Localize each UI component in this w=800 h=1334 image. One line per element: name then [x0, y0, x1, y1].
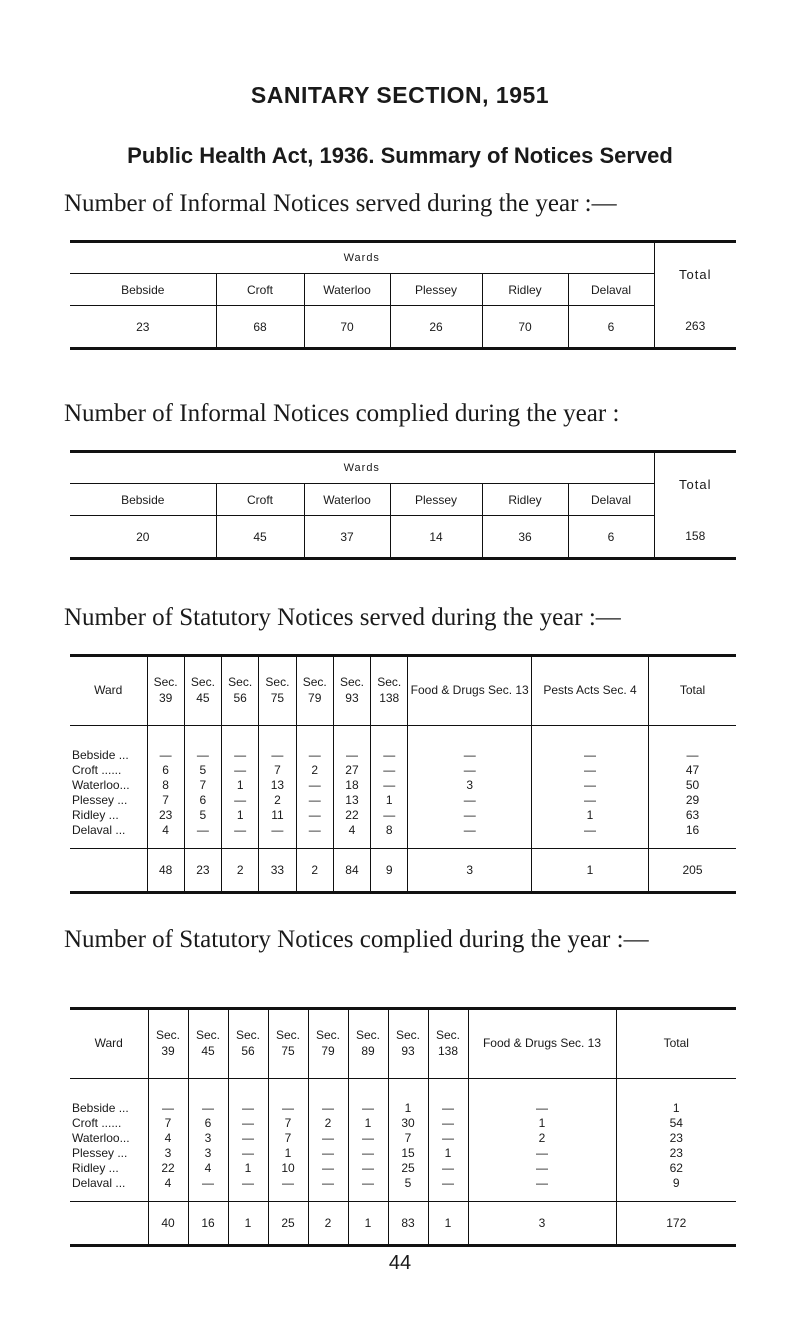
table-row [70, 823, 736, 849]
table-row [70, 778, 736, 793]
cell-value: 6 [188, 1116, 228, 1131]
cell-total: 172 [616, 1202, 736, 1246]
cell-value: 23 [147, 808, 184, 823]
table-row [70, 763, 736, 778]
cell-value: 2 [259, 793, 296, 808]
column-header: Sec. 79 [296, 656, 333, 726]
cell-value: — [296, 778, 333, 793]
cell-value: — [259, 726, 296, 764]
cell-value: 14 [390, 516, 482, 559]
column-header: Sec. 138 [371, 656, 408, 726]
cell-value: — [348, 1146, 388, 1161]
cell-value: — [428, 1116, 468, 1131]
cell-value: 7 [388, 1131, 428, 1146]
table-row [70, 306, 736, 349]
ward-cell: Waterloo... [72, 1131, 130, 1145]
cell-total: 16 [188, 1202, 228, 1246]
cell-total: 84 [333, 849, 370, 893]
totals-row [70, 1202, 736, 1246]
column-header: Sec. 45 [188, 1009, 228, 1079]
column-header: Sec. 89 [348, 1009, 388, 1079]
total-header: Total [654, 242, 736, 306]
cell-value: 47 [648, 763, 736, 778]
cell-value: — [408, 793, 532, 808]
cell-value: 5 [388, 1176, 428, 1202]
cell-value: — [228, 1131, 268, 1146]
wards-header: Wards [70, 452, 654, 484]
cell-value: — [228, 1079, 268, 1117]
cell-value: — [532, 778, 649, 793]
cell-value: — [228, 1116, 268, 1131]
page-title: SANITARY SECTION, 1951 [250, 82, 550, 108]
cell-value: 3 [188, 1146, 228, 1161]
cell-value: — [268, 1176, 308, 1202]
cell-value: — [308, 1079, 348, 1117]
cell-value: — [147, 726, 184, 764]
cell-value: 7 [268, 1116, 308, 1131]
cell-value: 30 [388, 1116, 428, 1131]
column-header: Food & Drugs Sec. 13 [408, 656, 532, 726]
ward-name: Delaval [568, 274, 654, 306]
cell-value: 1 [616, 1079, 736, 1117]
cell-value: 18 [333, 778, 370, 793]
statutory-complied-heading: Number of Statutory Notices complied during the year :— [64, 926, 649, 953]
ward-name: Waterloo [304, 274, 390, 306]
cell-value: 8 [147, 778, 184, 793]
cell-total: 9 [371, 849, 408, 893]
cell-value: — [296, 726, 333, 764]
cell-total: 1 [348, 1202, 388, 1246]
cell-value: 7 [148, 1116, 188, 1131]
cell-value: 1 [468, 1116, 616, 1131]
table-row [70, 1131, 736, 1146]
column-header: Sec. 75 [259, 656, 296, 726]
cell-value: 70 [482, 306, 568, 349]
cell-value: — [348, 1161, 388, 1176]
cell-value: 1 [348, 1116, 388, 1131]
cell-total: 3 [468, 1202, 616, 1246]
column-header: Total [648, 656, 736, 726]
informal-served-heading: Number of Informal Notices served during the year :— [64, 190, 617, 217]
ward-cell: Ridley ... [72, 1161, 119, 1175]
cell-value: 1 [228, 1161, 268, 1176]
ward-name: Ridley [482, 274, 568, 306]
cell-value: — [428, 1176, 468, 1202]
cell-value: 7 [147, 793, 184, 808]
cell-value: — [296, 823, 333, 849]
ward-cell: Ridley ... [72, 808, 119, 822]
ward-cell: Bebside ... [72, 1101, 129, 1115]
cell-value: 37 [304, 516, 390, 559]
cell-value: — [532, 823, 649, 849]
cell-value: 1 [371, 793, 408, 808]
cell-value: 2 [296, 763, 333, 778]
cell-value: 1 [532, 808, 649, 823]
table-row [70, 1116, 736, 1131]
informal-served-table [70, 240, 736, 350]
cell-value: 6 [568, 306, 654, 349]
cell-value: 8 [371, 823, 408, 849]
cell-value: — [268, 1079, 308, 1117]
cell-value: — [532, 726, 649, 764]
cell-value: — [371, 778, 408, 793]
cell-value: — [148, 1079, 188, 1117]
cell-value: — [648, 726, 736, 764]
cell-value: — [408, 808, 532, 823]
informal-complied-heading: Number of Informal Notices complied during the year : [64, 400, 620, 427]
cell-value: — [296, 793, 333, 808]
column-header: Sec. 56 [222, 656, 259, 726]
cell-value: 63 [648, 808, 736, 823]
cell-total: 205 [648, 849, 736, 893]
column-header: Sec. 93 [333, 656, 370, 726]
totals-row [70, 849, 736, 893]
cell-value: — [468, 1176, 616, 1202]
cell-value: 7 [184, 778, 221, 793]
cell-value: 3 [188, 1131, 228, 1146]
column-header: Sec. 56 [228, 1009, 268, 1079]
column-header: Food & Drugs Sec. 13 [468, 1009, 616, 1079]
cell-value: 54 [616, 1116, 736, 1131]
cell-value: 4 [148, 1176, 188, 1202]
cell-value: 2 [308, 1116, 348, 1131]
ward-cell: Plessey ... [72, 1146, 128, 1160]
cell-value: 2 [468, 1131, 616, 1146]
cell-value: — [222, 726, 259, 764]
cell-value: 5 [184, 763, 221, 778]
cell-total: 158 [654, 516, 736, 559]
cell-value: — [259, 823, 296, 849]
cell-value: 15 [388, 1146, 428, 1161]
cell-value: — [222, 823, 259, 849]
cell-value: 4 [148, 1131, 188, 1146]
cell-value: — [428, 1079, 468, 1117]
cell-value: — [184, 823, 221, 849]
table-row [70, 1146, 736, 1161]
cell-value: 20 [136, 529, 150, 544]
cell-value: 7 [259, 763, 296, 778]
ward-name: Bebside [70, 484, 216, 516]
cell-value: 36 [482, 516, 568, 559]
cell-value: — [188, 1079, 228, 1117]
cell-value: 1 [222, 808, 259, 823]
column-header: Sec. 45 [184, 656, 221, 726]
cell-value: — [408, 763, 532, 778]
cell-total: 48 [147, 849, 184, 893]
page-subtitle: Public Health Act, 1936. Summary of Notices Served [127, 143, 673, 168]
cell-value: 1 [428, 1146, 468, 1161]
cell-value: 1 [222, 778, 259, 793]
cell-value: — [222, 763, 259, 778]
column-header: Sec. 39 [147, 656, 184, 726]
cell-value: 22 [333, 808, 370, 823]
cell-value: 11 [259, 808, 296, 823]
cell-value: 25 [388, 1161, 428, 1176]
column-header: Sec. 79 [308, 1009, 348, 1079]
cell-value: — [184, 726, 221, 764]
cell-value: — [532, 763, 649, 778]
cell-total: 25 [268, 1202, 308, 1246]
ward-name: Waterloo [304, 484, 390, 516]
table-row [70, 1176, 736, 1202]
cell-value: 23 [616, 1131, 736, 1146]
cell-value: 27 [333, 763, 370, 778]
cell-value: 1 [268, 1146, 308, 1161]
cell-value: 6 [184, 793, 221, 808]
cell-value: 1 [388, 1079, 428, 1117]
cell-value: 26 [390, 306, 482, 349]
cell-value: — [308, 1131, 348, 1146]
cell-value: — [408, 726, 532, 764]
table-row [70, 1161, 736, 1176]
ward-name: Bebside [70, 274, 216, 306]
cell-value: — [468, 1161, 616, 1176]
ward-name: Croft [216, 274, 304, 306]
cell-total: 2 [296, 849, 333, 893]
cell-total: 1 [532, 849, 649, 893]
cell-value: 22 [148, 1161, 188, 1176]
table-row [70, 1079, 736, 1117]
total-header: Total [654, 452, 736, 516]
cell-value: — [348, 1131, 388, 1146]
cell-value: — [348, 1176, 388, 1202]
cell-value: — [222, 793, 259, 808]
cell-total: 1 [228, 1202, 268, 1246]
ward-header: Ward [70, 656, 147, 726]
cell-value: — [428, 1161, 468, 1176]
ward-name: Croft [216, 484, 304, 516]
column-header: Total [616, 1009, 736, 1079]
cell-value: — [371, 726, 408, 764]
cell-value: 10 [268, 1161, 308, 1176]
cell-total: 3 [408, 849, 532, 893]
cell-value: — [296, 808, 333, 823]
column-header: Sec. 75 [268, 1009, 308, 1079]
cell-value: — [308, 1146, 348, 1161]
ward-cell: Plessey ... [72, 793, 128, 807]
column-header: Pests Acts Sec. 4 [532, 656, 649, 726]
cell-value: — [333, 726, 370, 764]
cell-total: 23 [184, 849, 221, 893]
statutory-served-heading: Number of Statutory Notices served during the year :— [64, 604, 621, 631]
cell-value: 4 [188, 1161, 228, 1176]
cell-value: 23 [136, 319, 150, 334]
cell-value: 7 [268, 1131, 308, 1146]
cell-value: — [468, 1146, 616, 1161]
cell-value: — [308, 1176, 348, 1202]
cell-value: 3 [148, 1146, 188, 1161]
cell-value: — [428, 1131, 468, 1146]
ward-name: Delaval [568, 484, 654, 516]
ward-name: Ridley [482, 484, 568, 516]
cell-total: 2 [308, 1202, 348, 1246]
cell-value: 62 [616, 1161, 736, 1176]
cell-value: 68 [216, 306, 304, 349]
statutory-served-table [70, 654, 736, 894]
cell-value: 23 [616, 1146, 736, 1161]
cell-value: 45 [216, 516, 304, 559]
cell-value: — [308, 1161, 348, 1176]
cell-value: 4 [333, 823, 370, 849]
cell-value: 6 [568, 516, 654, 559]
cell-value: — [468, 1079, 616, 1117]
table-row [70, 793, 736, 808]
ward-header: Ward [70, 1009, 148, 1079]
ward-cell: Bebside ... [72, 748, 129, 762]
ward-cell: Croft ...... [72, 1116, 122, 1130]
ward-cell: Delaval ... [72, 823, 126, 837]
ward-cell [70, 849, 147, 893]
ward-name: Plessey [390, 484, 482, 516]
cell-value: — [188, 1176, 228, 1202]
page-number: 44 [388, 1252, 412, 1274]
statutory-complied-table [70, 1007, 736, 1247]
cell-value: 13 [259, 778, 296, 793]
cell-value: — [228, 1146, 268, 1161]
cell-value: — [371, 763, 408, 778]
informal-complied-table [70, 450, 736, 560]
ward-cell: Waterloo... [72, 778, 130, 792]
cell-total: 83 [388, 1202, 428, 1246]
cell-value: 50 [648, 778, 736, 793]
cell-total: 2 [222, 849, 259, 893]
cell-value: 16 [648, 823, 736, 849]
cell-value: 70 [304, 306, 390, 349]
table-row [70, 726, 736, 764]
cell-value: — [371, 808, 408, 823]
column-header: Sec. 138 [428, 1009, 468, 1079]
cell-value: — [228, 1176, 268, 1202]
ward-name: Plessey [390, 274, 482, 306]
ward-cell [70, 1202, 148, 1246]
ward-cell: Croft ...... [72, 763, 122, 777]
cell-value: 9 [616, 1176, 736, 1202]
wards-header: Wards [70, 242, 654, 274]
cell-value: 5 [184, 808, 221, 823]
cell-value: — [532, 793, 649, 808]
cell-value: — [408, 823, 532, 849]
cell-value: — [348, 1079, 388, 1117]
cell-value: 13 [333, 793, 370, 808]
column-header: Sec. 39 [148, 1009, 188, 1079]
table-row [70, 516, 736, 559]
cell-value: 29 [648, 793, 736, 808]
cell-value: 3 [408, 778, 532, 793]
cell-total: 33 [259, 849, 296, 893]
cell-total: 40 [148, 1202, 188, 1246]
column-header: Sec. 93 [388, 1009, 428, 1079]
cell-total: 1 [428, 1202, 468, 1246]
cell-value: 4 [147, 823, 184, 849]
table-row [70, 808, 736, 823]
cell-total: 263 [654, 306, 736, 349]
ward-cell: Delaval ... [72, 1176, 126, 1190]
cell-value: 6 [147, 763, 184, 778]
